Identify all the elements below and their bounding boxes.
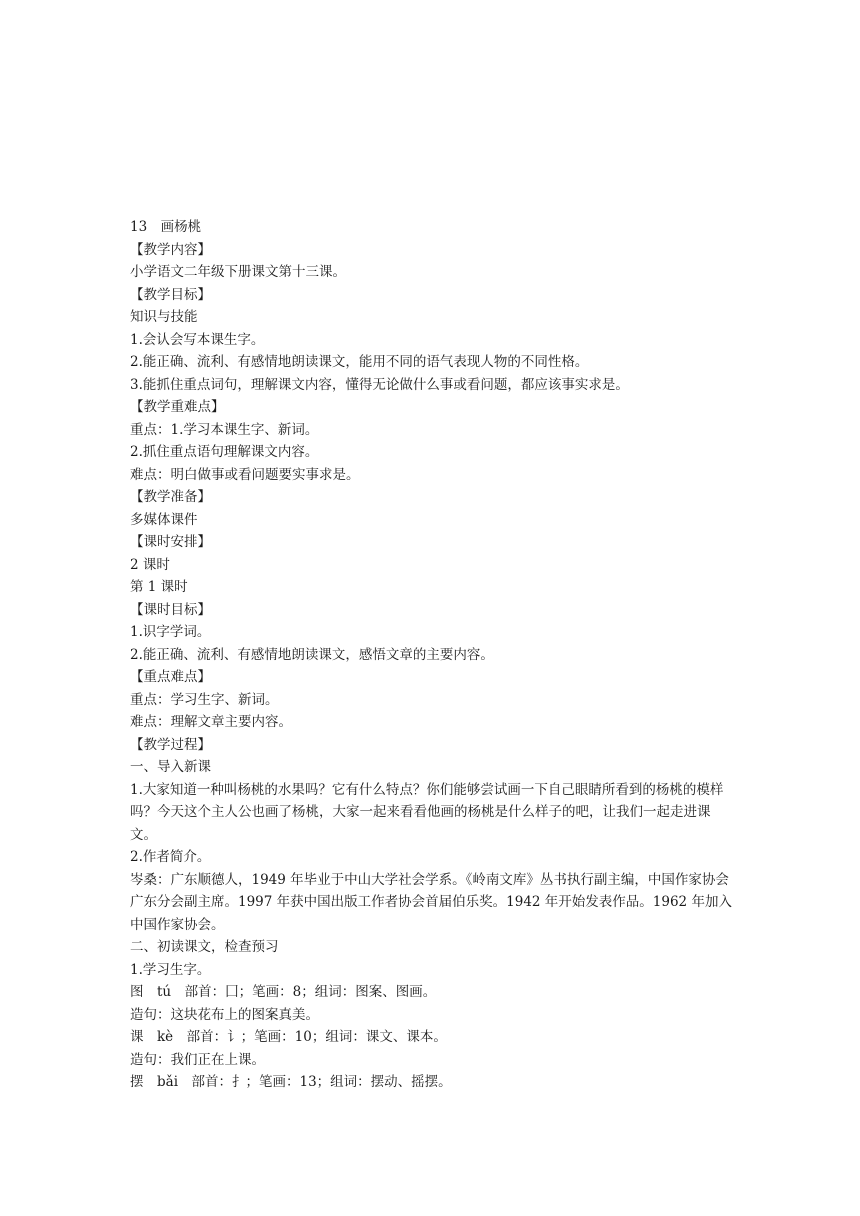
section-heading: 【教学准备】 bbox=[130, 489, 211, 505]
list-item: 1.识字学词。 bbox=[130, 624, 211, 640]
example-sentence: 造句：这块花布上的图案真美。 bbox=[130, 1006, 319, 1023]
subheading: 第 1 课时 bbox=[130, 579, 188, 595]
list-item: 1.会认会写本课生字。 bbox=[130, 331, 265, 348]
list-item: 2.作者简介。 bbox=[130, 849, 211, 865]
section-heading: 【重点难点】 bbox=[130, 669, 211, 685]
list-item: 2.能正确、流利、有感情地朗读课文，能用不同的语气表现人物的不同性格。 bbox=[130, 354, 589, 370]
text-line: 多媒体课件 bbox=[130, 511, 198, 528]
text-line: 2.抓住重点语句理解课文内容。 bbox=[130, 444, 319, 460]
text-line: 小学语文二年级下册课文第十三课。 bbox=[130, 264, 346, 280]
subheading: 二、初读课文，检查预习 bbox=[130, 939, 279, 955]
section-heading: 【教学目标】 bbox=[130, 286, 211, 303]
character-entry: 图 tú 部首：囗；笔画：8；组词：图案、图画。 bbox=[130, 984, 437, 1000]
list-item: 1.学习生字。 bbox=[130, 961, 211, 978]
section-heading: 【课时目标】 bbox=[130, 601, 211, 618]
list-item: 2.能正确、流利、有感情地朗读课文，感悟文章的主要内容。 bbox=[130, 646, 494, 663]
character-entry: 摆 bǎi 部首：扌；笔画：13；组词：摆动、摇摆。 bbox=[130, 1074, 452, 1090]
text-line: 重点：学习生字、新词。 bbox=[130, 691, 279, 708]
author-paragraph: 岑桑：广东顺德人，1949 年毕业于中山大学社会学系。《岭南文库》丛书执行副主编，中国作家协会广东分会副主席。1997 年获中国出版工作者协会首届伯乐奖。1942 年开始发表作品。1962 年加入中国作家协会。 bbox=[130, 871, 732, 933]
section-heading: 【教学内容】 bbox=[130, 241, 211, 258]
text-line: 重点：1.学习本课生字、新词。 bbox=[130, 421, 319, 438]
section-heading: 【课时安排】 bbox=[130, 534, 211, 550]
intro-paragraph: 1.大家知道一种叫杨桃的水果吗？它有什么特点？你们能够尝试画一下自己眼睛所看到的杨桃的模样吗？今天这个主人公也画了杨桃，大家一起来看看他画的杨桃是什么样子的吧，让我们一起走进课文。 bbox=[130, 781, 724, 843]
text-line: 难点：明白做事或看问题要实事求是。 bbox=[130, 466, 360, 483]
subheading: 知识与技能 bbox=[130, 309, 198, 325]
lesson-title: 13 画杨桃 bbox=[130, 219, 202, 235]
list-item: 3.能抓住重点词句，理解课文内容，懂得无论做什么事或看问题，都应该事实求是。 bbox=[130, 376, 629, 393]
document-body bbox=[130, 216, 735, 1094]
example-sentence: 造句：我们正在上课。 bbox=[130, 1051, 265, 1068]
text-line: 难点：理解文章主要内容。 bbox=[130, 714, 292, 730]
character-entry: 课 kè 部首：讠；笔画：10；组词：课文、课本。 bbox=[130, 1029, 447, 1045]
section-heading: 【教学过程】 bbox=[130, 736, 211, 753]
text-line: 2 课时 bbox=[130, 556, 170, 573]
section-heading: 【教学重难点】 bbox=[130, 399, 225, 415]
subheading: 一、导入新课 bbox=[130, 759, 211, 775]
